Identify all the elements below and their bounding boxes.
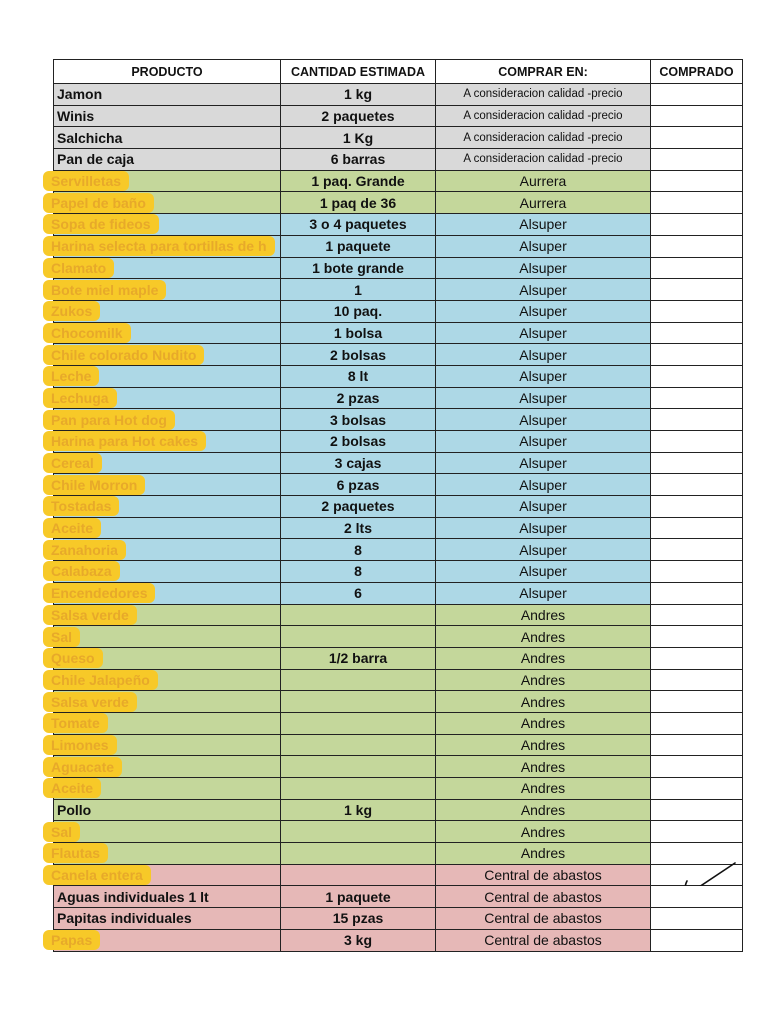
table-row [54,582,743,604]
comprado-cell[interactable] [651,886,743,908]
quantity-cell[interactable]: 2 paquetes [281,496,436,518]
table-row [54,712,743,734]
product-cell[interactable] [51,843,281,865]
comprado-cell[interactable] [651,170,743,192]
quantity-cell[interactable]: 1 Kg [281,127,436,149]
product-cell[interactable] [51,279,281,301]
comprado-cell[interactable] [651,214,743,236]
quantity-cell[interactable]: 1 [281,279,436,301]
product-cell[interactable] [51,734,281,756]
product-cell[interactable] [54,149,281,171]
store-cell[interactable]: Andres [436,647,651,669]
product-name-highlighted: Canela entera [51,867,143,884]
quantity-cell[interactable]: 6 [281,582,436,604]
store-cell[interactable]: Andres [436,604,651,626]
comprado-cell[interactable] [651,235,743,257]
table-row [54,734,743,756]
quantity-cell[interactable]: 15 pzas [281,908,436,930]
header-producto: PRODUCTO [54,60,281,84]
product-cell[interactable] [51,691,281,713]
store-cell[interactable]: Alsuper [436,431,651,453]
table-row [54,279,743,301]
table-row [54,365,743,387]
product-cell[interactable] [51,409,281,431]
product-cell[interactable] [51,192,281,214]
store-cell[interactable]: Alsuper [436,300,651,322]
table-row [54,214,743,236]
store-cell[interactable]: Andres [436,734,651,756]
store-cell[interactable]: Central de abastos [436,886,651,908]
product-cell[interactable] [51,864,281,886]
product-name-highlighted: Flautas [51,845,101,862]
quantity-cell[interactable] [281,734,436,756]
table-row [54,539,743,561]
product-cell[interactable] [54,105,281,127]
product-cell[interactable] [51,257,281,279]
quantity-cell[interactable] [281,821,436,843]
product-cell[interactable] [51,344,281,366]
quantity-cell[interactable] [281,864,436,886]
quantity-cell[interactable]: 8 [281,539,436,561]
quantity-cell[interactable] [281,691,436,713]
quantity-cell[interactable]: 1 kg [281,84,436,106]
table-row [54,604,743,626]
quantity-cell[interactable] [281,669,436,691]
comprado-cell[interactable] [651,517,743,539]
comprado-cell[interactable] [651,929,743,951]
store-cell[interactable]: Andres [436,669,651,691]
quantity-cell[interactable]: 2 paquetes [281,105,436,127]
table-row [54,431,743,453]
product-cell[interactable] [51,582,281,604]
table-row [54,127,743,149]
table-row [54,799,743,821]
product-name-highlighted: Chile Morron [51,476,138,493]
product-name-highlighted: Zanahoria [51,541,118,558]
table-row [54,192,743,214]
store-cell[interactable]: A consideracion calidad -precio [436,84,651,106]
product-name: Jamon [57,86,103,103]
product-cell[interactable] [54,84,281,106]
comprado-cell[interactable] [651,539,743,561]
product-cell[interactable] [51,431,281,453]
table-row [54,344,743,366]
comprado-cell[interactable] [651,387,743,409]
table-row [54,496,743,518]
comprado-cell[interactable] [651,474,743,496]
header-cantidad: CANTIDAD ESTIMADA [281,60,436,84]
comprado-cell[interactable] [651,431,743,453]
store-cell[interactable]: Andres [436,778,651,800]
store-cell[interactable]: Alsuper [436,387,651,409]
product-name-highlighted: Zukos [51,303,93,320]
store-cell[interactable]: Alsuper [436,561,651,583]
store-cell[interactable]: Alsuper [436,452,651,474]
table-row [54,257,743,279]
table-row [54,105,743,127]
quantity-cell[interactable]: 10 paq. [281,300,436,322]
product-cell[interactable] [51,517,281,539]
product-name-highlighted: Tostadas [51,498,112,515]
store-cell[interactable]: Central de abastos [436,864,651,886]
product-cell[interactable] [51,365,281,387]
quantity-cell[interactable] [281,778,436,800]
comprado-cell[interactable] [651,582,743,604]
table-row [54,626,743,648]
product-name-highlighted: Aceite [51,520,94,537]
comprado-cell[interactable] [651,496,743,518]
product-name-highlighted: Clamato [51,259,107,276]
table-row [54,864,743,886]
product-name: Papitas individuales [57,910,192,927]
comprado-cell[interactable] [651,452,743,474]
product-cell[interactable] [51,647,281,669]
header-comprar-en: COMPRAR EN: [436,60,651,84]
quantity-cell[interactable]: 1 bolsa [281,322,436,344]
header-row [54,60,743,84]
product-name-highlighted: Tomate [51,715,100,732]
comprado-cell[interactable] [651,734,743,756]
product-cell[interactable] [51,712,281,734]
product-cell[interactable] [51,214,281,236]
store-cell[interactable]: Alsuper [436,214,651,236]
comprado-cell[interactable] [651,149,743,171]
store-cell[interactable]: Andres [436,626,651,648]
product-name-highlighted: Aceite [51,780,94,797]
product-cell[interactable] [51,539,281,561]
quantity-cell[interactable]: 2 lts [281,517,436,539]
comprado-cell[interactable] [651,257,743,279]
table-row [54,778,743,800]
quantity-cell[interactable]: 8 [281,561,436,583]
table-row [54,843,743,865]
quantity-cell[interactable]: 2 bolsas [281,344,436,366]
product-cell[interactable] [51,300,281,322]
store-cell[interactable]: Alsuper [436,517,651,539]
comprado-cell[interactable] [651,84,743,106]
comprado-cell[interactable] [651,908,743,930]
quantity-cell[interactable]: 1 bote grande [281,257,436,279]
product-name-highlighted: Harina para Hot cakes [51,433,199,450]
table-row [54,756,743,778]
product-name-highlighted: Calabaza [51,563,112,580]
quantity-cell[interactable]: 1 paq. Grande [281,170,436,192]
comprado-cell[interactable] [651,712,743,734]
product-cell[interactable] [51,929,281,951]
quantity-cell[interactable]: 2 bolsas [281,431,436,453]
product-name-highlighted: Bote miel maple [51,281,159,298]
comprado-cell[interactable] [651,561,743,583]
table-row [54,908,743,930]
product-name-highlighted: Sal [51,628,73,645]
product-cell[interactable] [51,496,281,518]
store-cell[interactable]: Alsuper [436,344,651,366]
table-row [54,561,743,583]
comprado-cell[interactable] [651,300,743,322]
comprado-cell[interactable] [651,647,743,669]
product-cell[interactable] [51,170,281,192]
quantity-cell[interactable]: 6 pzas [281,474,436,496]
table-row [54,170,743,192]
table-row [54,647,743,669]
store-cell[interactable]: A consideracion calidad -precio [436,127,651,149]
store-cell[interactable]: Andres [436,712,651,734]
product-name-highlighted: Salsa verde [51,606,129,623]
table-row [54,235,743,257]
table-row [54,149,743,171]
table-row [54,84,743,106]
quantity-cell[interactable]: 1 paquete [281,886,436,908]
comprado-cell[interactable] [651,864,743,886]
store-cell[interactable]: Alsuper [436,279,651,301]
store-cell[interactable]: A consideracion calidad -precio [436,105,651,127]
product-name-highlighted: Chile colorado Nudito [51,346,197,363]
quantity-cell[interactable]: 2 pzas [281,387,436,409]
product-name: Pan de caja [57,151,135,168]
product-cell[interactable] [51,452,281,474]
product-name-highlighted: Lechuga [51,389,109,406]
product-name-highlighted: Aguacate [51,758,115,775]
product-name-highlighted: Cereal [51,455,94,472]
store-cell[interactable]: Alsuper [436,539,651,561]
table-body [51,84,743,952]
store-cell[interactable]: Aurrera [436,192,651,214]
product-cell[interactable] [51,821,281,843]
table-row [54,669,743,691]
comprado-cell[interactable] [651,604,743,626]
store-cell[interactable]: Alsuper [436,257,651,279]
shopping-list-table [53,59,743,952]
product-cell[interactable] [51,322,281,344]
quantity-cell[interactable]: 6 barras [281,149,436,171]
product-name: Pollo [57,802,92,819]
comprado-cell[interactable] [651,365,743,387]
quantity-cell[interactable]: 1 kg [281,799,436,821]
table-row [54,821,743,843]
store-cell[interactable]: Andres [436,756,651,778]
product-cell[interactable] [51,604,281,626]
comprado-cell[interactable] [651,821,743,843]
product-cell[interactable] [54,908,281,930]
product-cell[interactable] [51,778,281,800]
product-name-highlighted: Servilletas [51,173,122,190]
product-name: Salchicha [57,129,123,146]
header-comprado: COMPRADO [651,60,743,84]
comprado-cell[interactable] [651,778,743,800]
store-cell[interactable]: A consideracion calidad -precio [436,149,651,171]
store-cell[interactable]: Aurrera [436,170,651,192]
product-cell[interactable] [51,669,281,691]
product-cell[interactable] [51,626,281,648]
product-name-highlighted: Queso [51,650,95,667]
quantity-cell[interactable] [281,712,436,734]
store-cell[interactable]: Alsuper [436,496,651,518]
store-cell[interactable]: Andres [436,691,651,713]
quantity-cell[interactable]: 1/2 barra [281,647,436,669]
product-name-highlighted: Pan para Hot dog [51,411,167,428]
product-cell[interactable] [51,561,281,583]
quantity-cell[interactable]: 3 kg [281,929,436,951]
comprado-cell[interactable] [651,279,743,301]
quantity-cell[interactable] [281,604,436,626]
product-name-highlighted: Limones [51,736,109,753]
table-row [54,409,743,431]
product-name-highlighted: Chile Jalapeño [51,671,150,688]
product-name-highlighted: Encendedores [51,585,148,602]
comprado-cell[interactable] [651,799,743,821]
comprado-cell[interactable] [651,756,743,778]
table-row [54,322,743,344]
table-row [54,452,743,474]
product-cell[interactable] [54,127,281,149]
comprado-cell[interactable] [651,105,743,127]
product-name: Aguas individuales 1 lt [57,888,209,905]
product-cell[interactable] [51,235,281,257]
product-name-highlighted: Chocomilk [51,324,123,341]
table-row [54,886,743,908]
table-row [54,474,743,496]
comprado-cell[interactable] [651,409,743,431]
store-cell[interactable]: Central de abastos [436,908,651,930]
quantity-cell[interactable] [281,756,436,778]
comprado-cell[interactable] [651,127,743,149]
store-cell[interactable]: Alsuper [436,322,651,344]
comprado-cell[interactable] [651,669,743,691]
table-row [54,300,743,322]
product-name-highlighted: Harina selecta para tortillas de h [51,238,267,255]
quantity-cell[interactable]: 8 lt [281,365,436,387]
quantity-cell[interactable] [281,626,436,648]
quantity-cell[interactable]: 1 paquete [281,235,436,257]
table-row [54,517,743,539]
product-name-highlighted: Leche [51,368,92,385]
quantity-cell[interactable]: 1 paq de 36 [281,192,436,214]
comprado-cell[interactable] [651,322,743,344]
quantity-cell[interactable]: 3 cajas [281,452,436,474]
product-name-highlighted: Papas [51,932,93,949]
product-cell[interactable] [54,886,281,908]
product-cell[interactable] [51,756,281,778]
product-name-highlighted: Sal [51,823,73,840]
store-cell[interactable]: Alsuper [436,474,651,496]
store-cell[interactable]: Andres [436,799,651,821]
store-cell[interactable]: Alsuper [436,409,651,431]
comprado-cell[interactable] [651,344,743,366]
comprado-cell[interactable] [651,192,743,214]
product-name: Winis [57,108,95,125]
table-row [54,691,743,713]
product-name-highlighted: Sopa de fideos [51,216,151,233]
quantity-cell[interactable] [281,843,436,865]
quantity-cell[interactable]: 3 bolsas [281,409,436,431]
product-name-highlighted: Papel de baño [51,194,146,211]
product-cell[interactable] [51,474,281,496]
table-row [54,387,743,409]
store-cell[interactable]: Alsuper [436,235,651,257]
product-name-highlighted: Salsa verde [51,693,129,710]
table-row [54,929,743,951]
comprado-cell[interactable] [651,691,743,713]
quantity-cell[interactable]: 3 o 4 paquetes [281,214,436,236]
store-cell[interactable]: Andres [436,821,651,843]
store-cell[interactable]: Central de abastos [436,929,651,951]
product-cell[interactable] [51,387,281,409]
store-cell[interactable]: Alsuper [436,582,651,604]
store-cell[interactable]: Alsuper [436,365,651,387]
comprado-cell[interactable] [651,626,743,648]
store-cell[interactable]: Andres [436,843,651,865]
product-cell[interactable] [54,799,281,821]
